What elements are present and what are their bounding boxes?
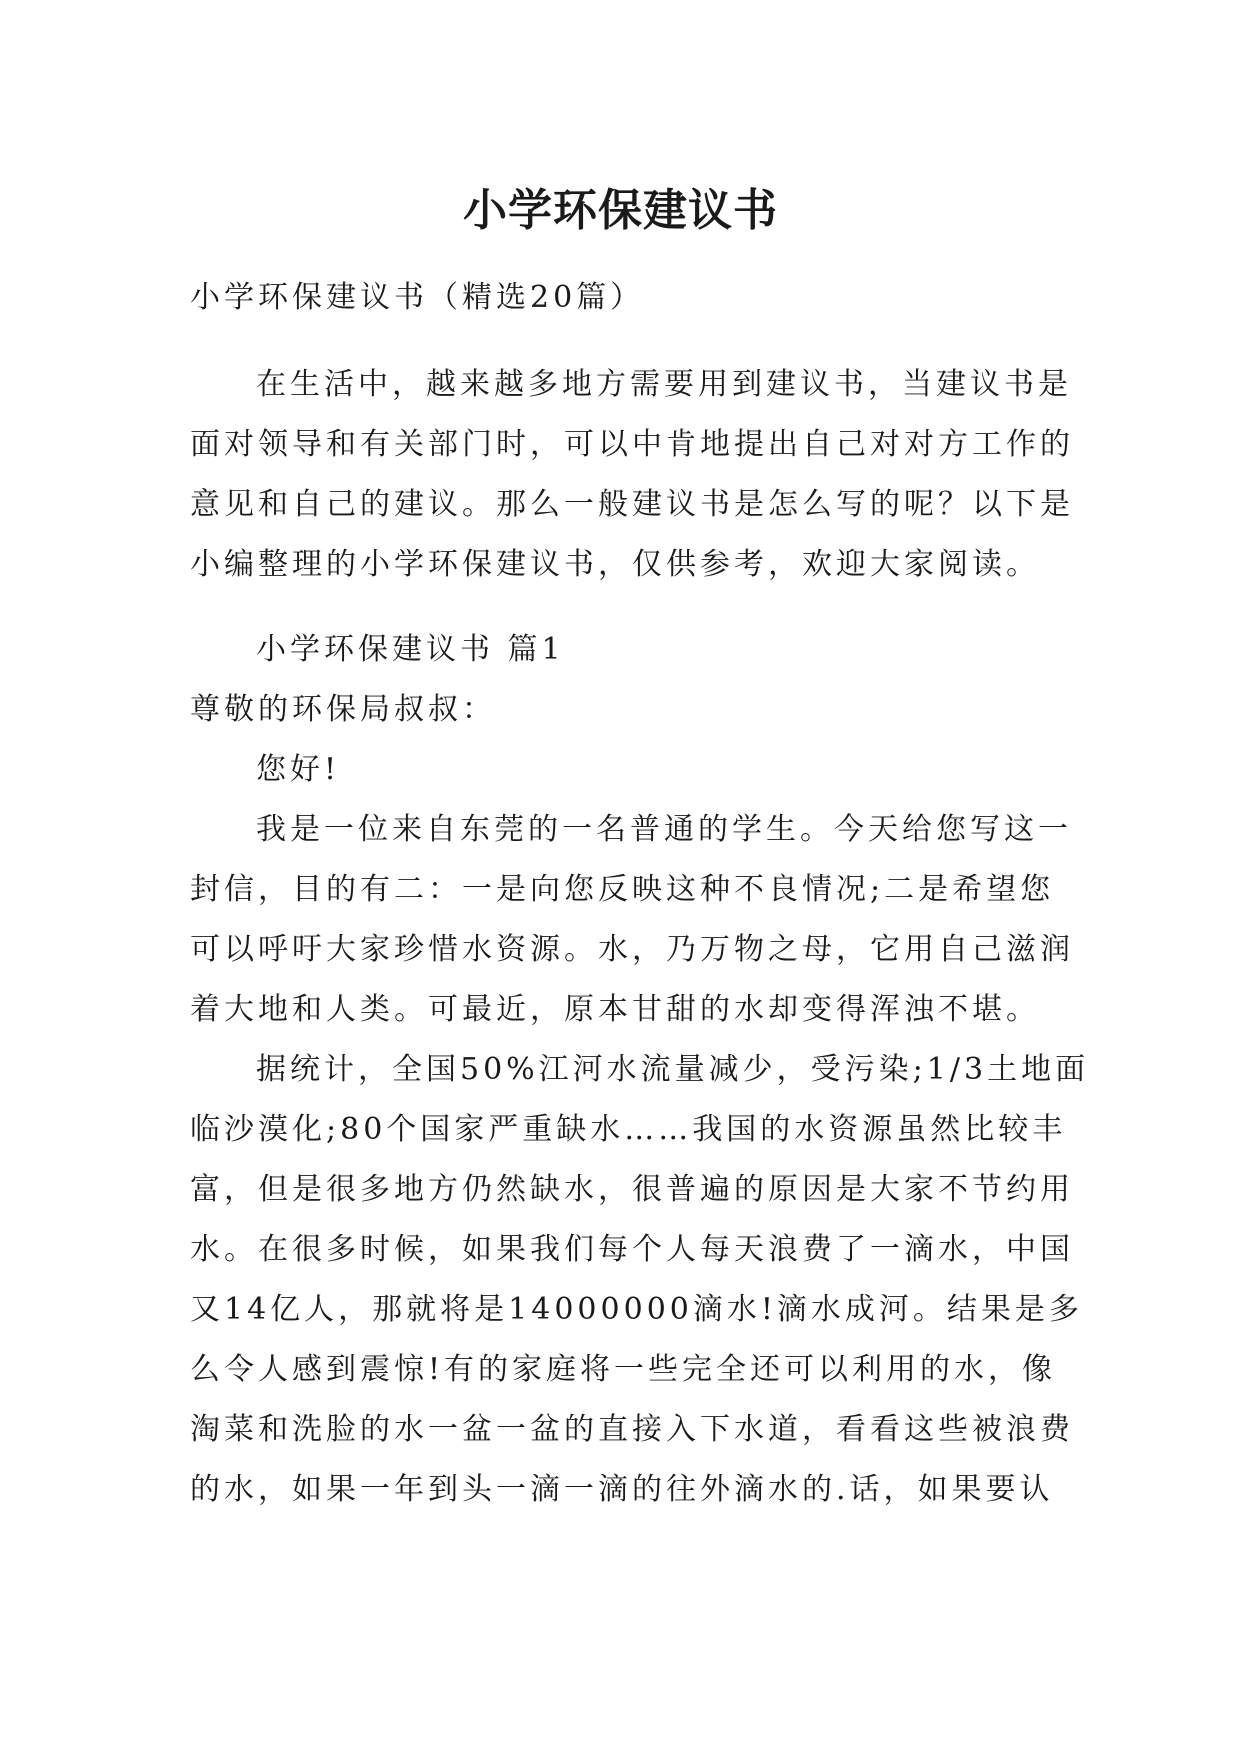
paragraph-line: 水。在很多时候，如果我们每个人每天浪费了一滴水，中国 [190,1232,1074,1267]
paragraph-line: 富，但是很多地方仍然缺水，很普遍的原因是大家不节约用 [190,1172,1074,1207]
salutation: 尊敬的环保局叔叔： [190,692,496,727]
intro-line: 小编整理的小学环保建议书，仅供参考，欢迎大家阅读。 [190,547,1040,582]
paragraph-line: 的水，如果一年到头一滴一滴的往外滴水的.话，如果要认 [190,1472,1054,1507]
paragraph-line: 可以呼吁大家珍惜水资源。水，乃万物之母，它用自己滋润 [190,932,1074,967]
document-title: 小学环保建议书 [463,185,778,237]
paragraph-line: 据统计，全国50%江河水流量减少，受污染;1/3土地面 [256,1052,1090,1087]
subtitle-line: 小学环保建议书（精选20篇） [190,280,645,315]
section-heading: 小学环保建议书 篇1 [256,632,565,667]
intro-line: 面对领导和有关部门时，可以中肯地提出自己对对方工作的 [190,427,1074,462]
paragraph-line: 着大地和人类。可最近，原本甘甜的水却变得浑浊不堪。 [190,992,1040,1027]
paragraph-line: 淘菜和洗脸的水一盆一盆的直接入下水道，看看这些被浪费 [190,1412,1074,1447]
document-subtitle [190,268,1050,328]
letter-body [190,620,1090,1520]
paragraph-line: 临沙漠化;80个国家严重缺水……我国的水资源虽然比较丰 [190,1112,1067,1147]
intro-paragraph [190,355,1074,595]
paragraph-line: 我是一位来自东莞的一名普通的学生。今天给您写这一 [256,812,1072,847]
intro-line: 在生活中，越来越多地方需要用到建议书，当建议书是 [256,367,1072,402]
greeting: 您好! [256,752,341,787]
paragraph-line: 封信，目的有二：一是向您反映这种不良情况;二是希望您 [190,872,1055,907]
intro-line: 意见和自己的建议。那么一般建议书是怎么写的呢？以下是 [190,487,1074,522]
paragraph-line: 又14亿人，那就将是14000000滴水!滴水成河。结果是多 [190,1292,1083,1327]
paragraph-line: 么令人感到震惊!有的家庭将一些完全还可以利用的水，像 [190,1352,1057,1387]
